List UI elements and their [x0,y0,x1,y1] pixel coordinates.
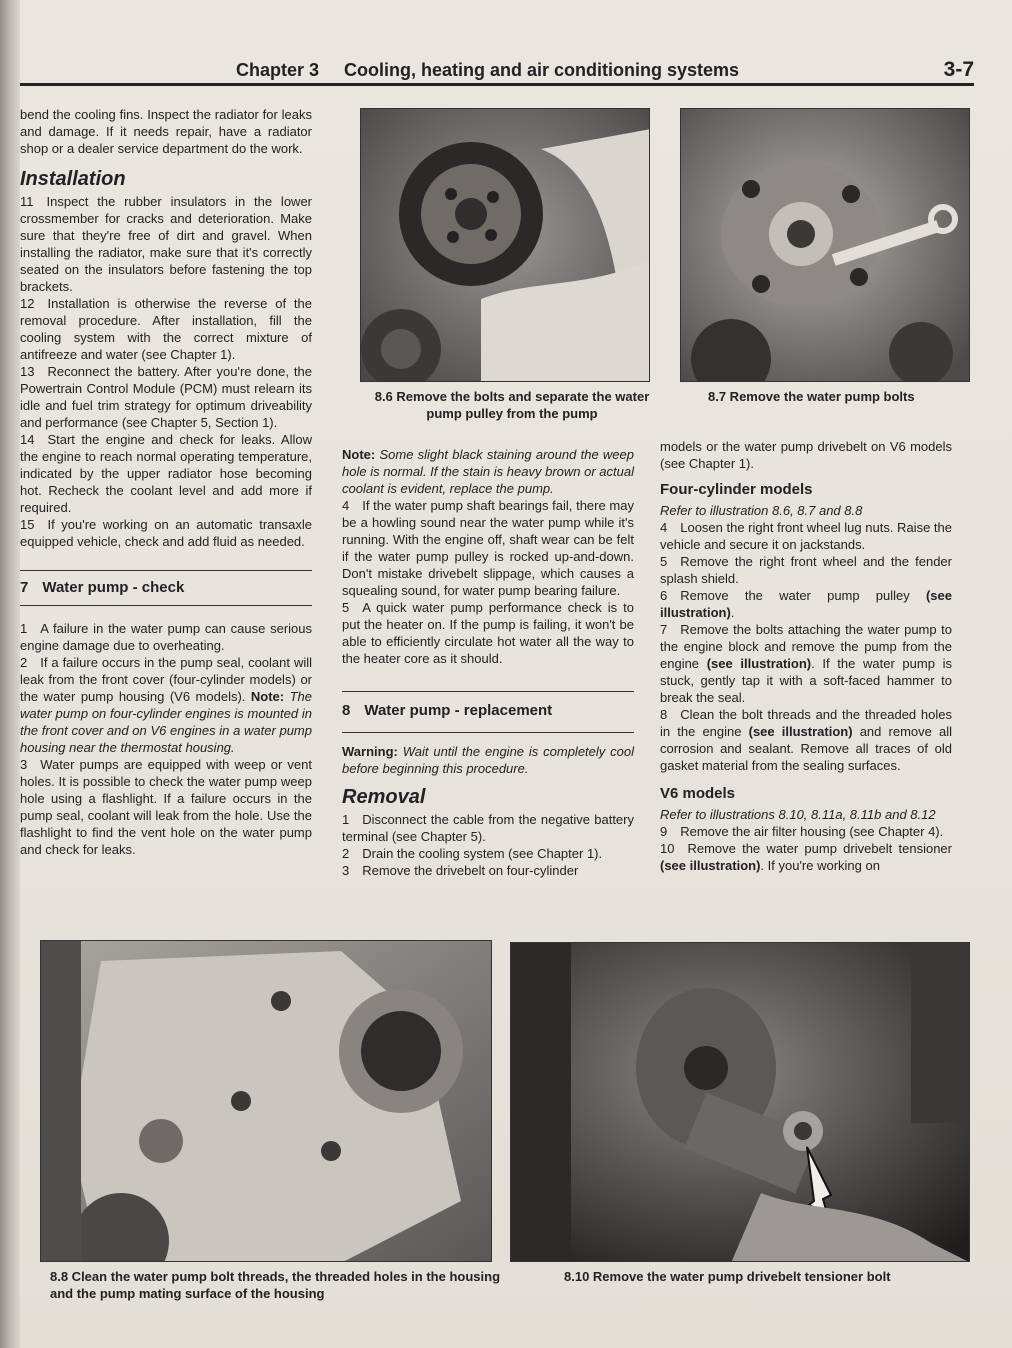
step-9: 9 Remove the air filter housing (see Chapter 4). [660,824,944,839]
step-10-end: . If you're working on [760,858,880,873]
s7-paragraph-3: 3 Water pumps are equipped with weep or vent holes. It is possible to check the water pump weep hole using a flashlight. If a failure occurs in the pump seal, coolant will leak from the hole. Use the flashlight to find the vent hole on the water pump and check for leaks. [20,757,312,857]
left-column [20,106,312,858]
photo-8-7-water-pump-bolts [680,108,970,382]
paragraph-12: 12 Installation is otherwise the reverse of the removal procedure. After installation, fill the cooling system with the correct mixture of antifreeze and water (see Chapter 1). [20,296,312,362]
page-header [20,58,974,86]
paragraph-14: 14 Start the engine and check for leaks. Allow the engine to reach normal operating temperature, indicated by the upper radiator hose becoming hot. Recheck the coolant level and add more if required. [20,432,312,515]
step-8-illustration-ref: (see illustration) [748,724,853,739]
section-8-title: Water pump - replacement [364,702,553,719]
middle-column [342,446,634,879]
step-6 [660,587,952,621]
note-label: Note: [342,447,376,462]
v6-ref: Refer to illustrations 8.10, 8.11a, 8.11b and 8.12 [660,807,936,822]
step-7-text: 7 Remove the bolts attaching the water pump to the engine block and remove the pump from the engine [660,622,952,671]
v6-heading: V6 models [660,785,736,802]
paragraph-15: 15 If you're working on an automatic transaxle equipped vehicle, check and add fluid as needed. [20,517,312,549]
step-10 [660,840,952,874]
photo-8-8-housing [40,940,492,1262]
step-8-text: 8 Clean the bolt threads and the threaded holes in the engine [660,707,952,739]
section-7-number: 7 [20,579,29,596]
step-7 [660,621,952,706]
step-7-end: . If the water pump is stuck, gently tap it with a soft-faced hammer to break the seal. [660,656,952,705]
removal-heading: Removal [342,786,426,808]
step-6-end: . [730,605,735,620]
photo-8-10-tensioner [510,942,970,1262]
section-8-heading [342,691,634,733]
chapter-title: Cooling, heating and air conditioning systems [344,60,740,80]
step-10-illustration-ref: (see illustration) [660,858,761,873]
step-4: 4 Loosen the right front wheel lug nuts. Raise the vehicle and secure it on jackstands. [660,520,952,552]
installation-heading: Installation [20,168,126,190]
caption-8-7: 8.7 Remove the water pump bolts [708,389,915,404]
s7-note-text: The water pump on four-cylinder engines is mounted in the front cover and on V6 engines in a water pump housing near the thermostat housing. [20,689,312,755]
page-number: 3-7 [943,58,974,81]
book-spine-shadow [0,0,20,1348]
paragraph-4: 4 If the water pump shaft bearings fail, there may be a howling sound near the water pump while it's running. With the engine off, shaft wear can be felt if the water pump pulley is rocked up-and-down. Don't mistake drivebelt slippage, which causes a squealing sound, for water pump bearing failure. [342,498,634,598]
warning [342,743,634,777]
s7-note-label: Note: [250,689,285,704]
caption-8-8: 8.8 Clean the water pump bolt threads, the threaded holes in the housing and the pump mating surface of the housing [50,1269,501,1301]
section-7-title: Water pump - check [42,579,185,596]
chapter-label: Chapter 3 [236,60,320,80]
step-8 [660,706,952,774]
paragraph-5: 5 A quick water pump performance check is to put the heater on. If the pump is failing, it won't be able to efficiently circulate hot water all the way to the heater core as it should. [342,600,634,666]
right-column [660,438,952,874]
removal-step-1: 1 Disconnect the cable from the negative battery terminal (see Chapter 5). [342,812,634,844]
paragraph-11: 11 Inspect the rubber insulators in the lower crossmember for cracks and deterioration. Make sure that they're free of dirt and gravel. When installing the radiator, make sure that it's correctly seated on the insulators before fastening the top brackets. [20,194,312,294]
four-cylinder-heading: Four-cylinder models [660,481,813,498]
step-8-end: and remove all corrosion and sealant. Remove all traces of old gasket material from the sealing surfaces. [660,724,952,773]
section-8-number: 8 [342,702,351,719]
photo-8-6-pulley [360,108,650,382]
step-7-illustration-ref: (see illustration) [706,656,812,671]
note-weep-hole [342,446,634,497]
paragraph-intro: bend the cooling fins. Inspect the radiator for leaks and damage. If it needs repair, have a radiator shop or a dealer service department do the work. [20,107,312,156]
note-text: Some slight black staining around the weep hole is normal. If the stain is heavy brown or actual coolant is evident, replace the pump. [342,447,634,496]
paragraph-cont: models or the water pump drivebelt on V6 models (see Chapter 1). [660,439,952,471]
paragraph-13: 13 Reconnect the battery. After you're done, the Powertrain Control Module (PCM) must relearn its idle and fuel trim strategy for optimum driveability and performance (see Chapter 5, Section 1). [20,364,312,430]
s7-paragraph-2 [20,654,312,756]
step-6-text: 6 Remove the water pump pulley [660,588,926,603]
warning-label: Warning: [342,744,398,759]
removal-step-2: 2 Drain the cooling system (see Chapter 1). [342,846,603,861]
removal-step-3: 3 Remove the drivebelt on four-cylinder [342,863,579,878]
step-6-illustration-ref: (see illustration) [660,588,952,620]
s7-paragraph-1: 1 A failure in the water pump can cause serious engine damage due to overheating. [20,621,312,653]
section-7-heading [20,570,312,606]
caption-8-6: 8.6 Remove the bolts and separate the water pump pulley from the pump [374,389,650,421]
step-5: 5 Remove the right front wheel and the fender splash shield. [660,554,952,586]
four-cylinder-ref: Refer to illustration 8.6, 8.7 and 8.8 [660,503,863,518]
caption-8-10: 8.10 Remove the water pump drivebelt tensioner bolt [564,1269,891,1284]
s7-paragraph-2-text: 2 If a failure occurs in the pump seal, coolant will leak from the front cover (four-cylinder models) or the water pump housing (V6 models). [20,655,312,704]
step-10-text: 10 Remove the water pump drivebelt tensioner [660,841,952,856]
warning-text: Wait until the engine is completely cool before beginning this procedure. [342,744,634,776]
